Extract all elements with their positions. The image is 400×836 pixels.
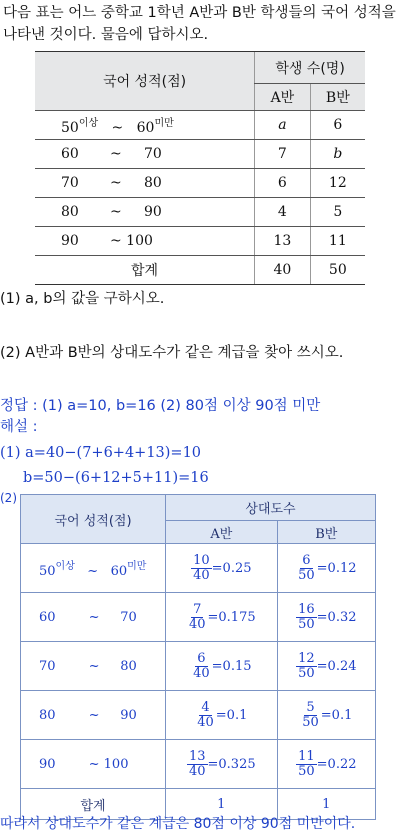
range-sup-end: 미만 <box>154 118 174 129</box>
cell-a <box>166 691 278 740</box>
text: =0.175 <box>207 609 256 625</box>
range-start: 70 <box>61 175 79 191</box>
equation-1: (1) a=40−(7+6+4+13)=10 <box>0 445 202 461</box>
total-b: 50 <box>310 256 365 285</box>
text: 50 <box>298 763 315 779</box>
header-class-a: A반 <box>255 84 311 111</box>
range-start: 60 <box>39 609 56 625</box>
range-start: 50 <box>39 564 56 579</box>
cell-a <box>166 593 278 642</box>
range-tilde: ~ <box>87 564 99 579</box>
text: 50 <box>302 714 319 730</box>
range-tilde: ~ <box>109 233 122 249</box>
fraction <box>296 652 317 681</box>
range-end: 70 <box>120 609 137 625</box>
header-score: 국어 성적(점) <box>35 52 255 111</box>
range-end: 60 <box>136 120 155 136</box>
part2-label: (2) <box>0 491 17 505</box>
text: 4 <box>201 699 210 715</box>
fraction <box>296 603 317 632</box>
text: =0.32 <box>316 609 357 625</box>
cell-a: a <box>255 111 311 140</box>
header-relative: 상대도수 <box>166 495 376 521</box>
cell-b: 11 <box>310 227 365 256</box>
text: 40 <box>188 763 206 779</box>
text: =0.24 <box>316 658 357 674</box>
text: =0.1 <box>215 707 248 723</box>
fraction <box>195 701 216 730</box>
cell-b <box>277 593 375 642</box>
range-tilde: ~ <box>109 175 122 191</box>
fraction <box>187 603 208 632</box>
range-start: 90 <box>39 756 56 772</box>
table-row <box>35 198 365 227</box>
range-end: 100 <box>103 756 129 772</box>
range-sup-start: 이상 <box>55 561 75 572</box>
cell-a: 6 <box>255 169 311 198</box>
cell-a <box>166 544 278 593</box>
fraction <box>300 701 321 730</box>
header-score: 국어 성적(점) <box>21 495 166 544</box>
range-tilde: ~ <box>88 707 100 723</box>
fraction <box>296 750 317 779</box>
text: =0.25 <box>211 560 252 576</box>
cell-b <box>277 740 375 789</box>
cell-b: 12 <box>310 169 365 198</box>
text: 6 <box>197 650 206 666</box>
cell-a: 13 <box>255 227 311 256</box>
range-end: 80 <box>143 175 162 191</box>
equation-2: b=50−(6+12+5+11)=16 <box>23 470 209 486</box>
header-class-b: B반 <box>277 521 375 544</box>
range-start: 90 <box>61 233 79 249</box>
text: 40 <box>193 567 210 583</box>
total-row <box>35 256 365 285</box>
fraction <box>191 652 212 681</box>
text: 12 <box>298 650 315 666</box>
range-tilde: ~ <box>111 120 124 136</box>
total-a: 1 <box>166 789 278 820</box>
range-end: 80 <box>120 658 137 674</box>
cell-b: 6 <box>310 111 365 140</box>
fraction <box>191 554 212 583</box>
total-a: 40 <box>255 256 311 285</box>
cell-a <box>166 642 278 691</box>
text: =0.12 <box>316 560 357 576</box>
table-row <box>35 169 365 198</box>
explain-label: 해설 : <box>0 419 38 435</box>
range-tilde: ~ <box>88 756 100 772</box>
text: 50 <box>298 567 315 583</box>
text: 40 <box>197 714 214 730</box>
cell-b <box>277 544 375 593</box>
range-sup-end: 미만 <box>127 561 147 572</box>
range-end: 90 <box>143 204 162 220</box>
text: =0.1 <box>320 707 353 723</box>
question-1: (1) a, b의 값을 구하시오. <box>0 291 165 307</box>
text: 40 <box>188 616 206 632</box>
table-row <box>21 593 376 642</box>
cell-a <box>166 740 278 789</box>
table-row <box>35 140 365 169</box>
range-tilde: ~ <box>88 658 100 674</box>
range-start: 60 <box>61 146 79 162</box>
problem-line-1: 다음 표는 어느 중학교 1학년 A반과 B반 학생들의 국어 성적을 <box>3 5 396 21</box>
range-end: 90 <box>120 707 137 723</box>
total-label: 합계 <box>35 256 255 285</box>
text: =0.325 <box>207 756 256 772</box>
header-class-b: B반 <box>310 84 365 111</box>
table-row <box>21 642 376 691</box>
header-class-a: A반 <box>166 521 278 544</box>
table-row <box>21 740 376 789</box>
fraction <box>296 554 317 583</box>
relative-frequency-table <box>20 494 376 820</box>
cell-b: b <box>310 140 365 169</box>
range-start: 70 <box>39 658 56 674</box>
text: 50 <box>298 665 315 681</box>
text: 40 <box>193 665 210 681</box>
text: 16 <box>298 601 315 617</box>
text: 13 <box>188 748 206 764</box>
question-2: (2) A반과 B반의 상대도수가 같은 계급을 찾아 쓰시오. <box>0 345 344 361</box>
text: 7 <box>193 601 202 617</box>
text: =0.15 <box>211 658 252 674</box>
problem-line-2: 나타낸 것이다. 물음에 답하시오. <box>3 27 209 43</box>
table-row <box>21 691 376 740</box>
cell-b <box>277 642 375 691</box>
fraction <box>187 750 208 779</box>
text: 6 <box>302 552 311 568</box>
conclusion: 따라서 상대도수가 같은 계급은 80점 이상 90점 미만이다. <box>0 816 356 832</box>
total-label: 합계 <box>21 789 166 820</box>
table-row <box>35 227 365 256</box>
range-end: 60 <box>110 564 128 579</box>
cell-b: 5 <box>310 198 365 227</box>
answer-line: 정답 : (1) a=10, b=16 (2) 80점 이상 90점 미만 <box>0 398 321 414</box>
range-tilde: ~ <box>109 204 122 220</box>
range-sup-start: 이상 <box>78 118 99 129</box>
range-tilde: ~ <box>88 609 100 625</box>
total-b: 1 <box>277 789 375 820</box>
cell-a: 7 <box>255 140 311 169</box>
cell-a: 4 <box>255 198 311 227</box>
range-end: 70 <box>143 146 162 162</box>
range-start: 80 <box>39 707 56 723</box>
text: =0.22 <box>316 756 357 772</box>
range-start: 80 <box>61 204 79 220</box>
cell-b <box>277 691 375 740</box>
text: 5 <box>306 699 315 715</box>
table-row <box>35 111 365 140</box>
text: 11 <box>298 748 315 764</box>
text: 50 <box>298 616 315 632</box>
range-tilde: ~ <box>109 146 122 162</box>
header-students: 학생 수(명) <box>255 52 365 84</box>
range-start: 50 <box>61 120 79 136</box>
table-row <box>21 544 376 593</box>
range-end: 100 <box>126 233 153 249</box>
score-table <box>35 51 365 285</box>
text: 10 <box>193 552 210 568</box>
